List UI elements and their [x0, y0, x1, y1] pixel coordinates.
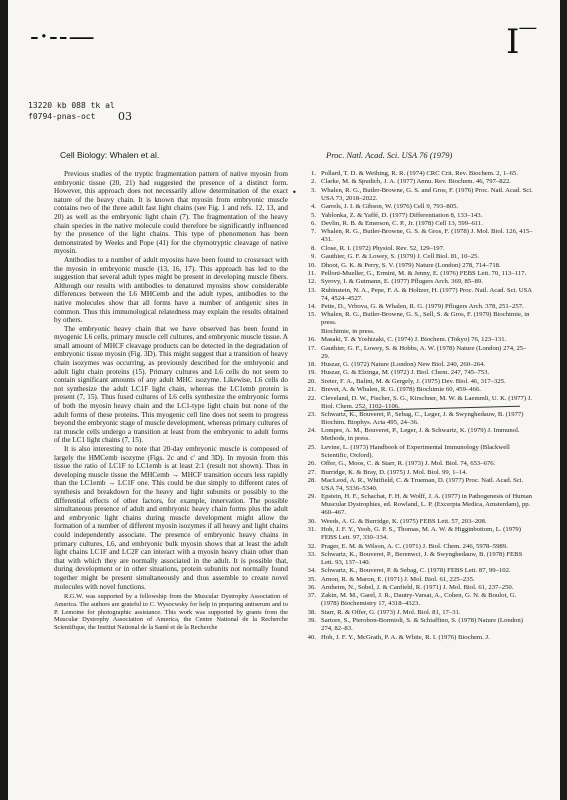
reference-text: Schwartz, K., Bouveret, P. & Sebag, C. (1978) FEBS Lett. 87, 99–102. — [321, 567, 511, 575]
reference-text: Whalen, R. G., Butler-Browne, G. S., Sell, S. & Gros, F. (1979) Biochimie, in press. — [321, 311, 530, 327]
reference-number: 3. — [310, 186, 316, 194]
reference-item — [302, 278, 534, 286]
reference-number: 31. — [307, 526, 316, 534]
paragraph: It is also interesting to note that 20-day embryonic muscle is composed of largely the HMCemb isozyme (Figs. 2c and c' and 3D). In myosin from this tissue the ratio of LC1F to LC1emb is at least 2:1 (result not shown). Thus in developing muscle tissue the MHCemb → MHCF transition occurs less rapidly than the LC1emb → LC1F one. This could be due simply to different rates of synthesis and breakdown for the heavy and light subunits or possibly to the differential effects of other factors, for example, innervation. The possible simultaneous presence of adult and embryonic heavy chain forms plus the adult and embryonic light chains during muscle development might allow the formation of a number of different myosin isozymes if all heavy and light chains could independently associate. The presence of embryonic heavy chains in primary cultures, L6, and embryonic bulk myosin shows that at least the adult light chains LC1F and LC2F can interact with a myosin heavy chain other than that with which they are normally associated in the adult. It is possible that, during development or in other situations, protein subunits not normally found together might be present simultaneously and thus assemble to create novel molecules with novel functions. — [54, 445, 288, 591]
reference-item — [302, 287, 534, 303]
reference-item — [302, 386, 534, 394]
reference-item — [302, 361, 534, 369]
paragraph: Previous studies of the tryptic fragmentation pattern of native myosin from embryonic tissue (20, 21) had suggested the presence of a distinct form. However, this approach does not necessarily allow determination of the exact nature of the heavy chain. It is known that myosin from embryonic muscle contains two of the three adult fast light chains (see Fig. 1 and refs. 12, 13, and 20) as well as the embryonic light chain (7). The fragmentation of the heavy chain species in the native molecule could therefore be significantly influenced by the presence of the light chains. This type of phenomenon has been demonstrated by Weeks and Pope (41) for the chymotryptic cleavage of native myosin. — [54, 170, 288, 256]
reference-text: Sartore, S., Pierobon-Bormioli, S. & Schiaffino, S. (1978) Nature (London) 274, 82–83. — [321, 617, 523, 633]
reference-item — [302, 477, 534, 493]
reference-text: Pette, D., Vrbova, G. & Whalen, R. G. (1979) Pflugers Arch. 378, 251–257. — [321, 303, 524, 311]
reference-number: 25. — [307, 443, 316, 451]
reference-text: Offer, G., Moos, C. & Starr, R. (1973) J. Mol. Biol. 74, 653–676. — [321, 460, 496, 468]
acknowledgement: R.G.W. was supported by a fellowship from the Muscular Dystrophy Association of America. The authors are grateful to C. Wysocwsky for help in preparing antiserum and to P. Lemoine for photographic assistance. This work was supported by grants from the Muscular Dystrophy Association of America, the Centre National de la Recherche Scientifique, the Institut National de la Santé et de la Recherche — [54, 593, 288, 632]
reference-number: 36. — [307, 584, 316, 592]
reference-item — [302, 584, 534, 592]
reference-number: 4. — [310, 203, 316, 211]
reference-number: 18. — [307, 361, 316, 369]
stamp-number: 03 — [118, 110, 132, 123]
reference-number: 19. — [307, 369, 316, 377]
reference-text: Burridge, K. & Bray, D. (1975) J. Mol. Biol. 99, 1–14. — [321, 468, 468, 476]
reference-number: 39. — [307, 617, 316, 625]
reference-number: 29. — [307, 493, 316, 501]
stamp-line-2: f0794-pnas-oct — [28, 112, 96, 121]
reference-text: Hoh, J. F. Y., Yeoh, G. P. S., Thomas, M. A. W. & Higginbottom, L. (1979) FEBS Lett. 97, 330–334. — [321, 526, 521, 542]
reference-item — [302, 262, 534, 270]
reference-text: Close, R. I. (1972) Physiol. Rev. 52, 129–197. — [321, 244, 445, 252]
reference-number: 23. — [307, 410, 316, 418]
reference-number: 20. — [307, 377, 316, 385]
reference-number: 34. — [307, 567, 316, 575]
reference-text: Whalen, R. G., Butler-Browne, G. S. and Gros, F. (1976) Proc. Natl. Acad. Sci. USA 73, 2018–2022. — [321, 186, 533, 202]
reference-item — [302, 609, 534, 617]
reference-text: Biochimie, in press. — [321, 327, 375, 335]
document-page — [8, 0, 560, 800]
reference-text: Epstein, H. F., Schachat, F. H. & Wolff, J. A. (1977) in Pathogenesis of Human Muscular Dystrophies, ed. Rowland, L. P. (Excerpta Medica, Amsterdam), pp. 460–467. — [321, 493, 533, 517]
reference-number: 17. — [307, 344, 316, 352]
reference-number: 8. — [310, 244, 316, 252]
reference-number: 21. — [307, 386, 316, 394]
reference-item — [302, 576, 534, 584]
reference-item — [302, 203, 534, 211]
reference-item — [302, 567, 534, 575]
top-left-mark: -·--— — [30, 22, 96, 52]
reference-number — [302, 328, 321, 336]
reference-text: Syrovy, I. & Gutmann, E. (1977) Pflugers Arch. 369, 85–89. — [321, 278, 483, 286]
reference-number: 26. — [307, 460, 316, 468]
reference-number: 7. — [310, 228, 316, 236]
reference-text: Clarke, M. & Spudich, J. A. (1977) Annu. Rev. Biochem. 46, 797–822. — [321, 178, 511, 186]
reference-text: Gauthier, G. F., Lowey, S. & Hobbs, A. W. (1978) Nature (London) 274, 25–29. — [321, 344, 527, 360]
reference-item — [302, 543, 534, 551]
reference-number: 1. — [310, 170, 316, 177]
reference-text: Pollard, T. D. & Weihing, R. R. (1974) CRC Crit. Rev. Biochem. 2, 1–65. — [321, 170, 519, 177]
reference-item — [302, 228, 534, 244]
reference-item — [302, 178, 534, 186]
reference-text: Brevet, A. & Whalen, R. G. (1978) Biochimie 60, 459–466. — [321, 386, 481, 394]
reference-text: Yablonka, Z. & Yaffé, D. (1977) Differentiation 8, 133–143. — [321, 211, 483, 219]
reference-number: 13. — [307, 286, 316, 294]
reference-item — [302, 345, 534, 361]
reference-text: Rubinstein, N. A., Pepe, F. A. & Holtzer, H. (1977) Proc. Natl. Acad. Sci. USA 74, 4524–4527. — [321, 286, 532, 302]
reference-number: 14. — [307, 303, 316, 311]
reference-text: Huszar, G. (1972) Nature (London) New Biol. 240, 260–264. — [321, 361, 486, 369]
reference-text: Whalen, R. G., Butler-Browne, G. S. & Gros, F. (1978) J. Mol. Biol. 126, 415–431. — [321, 228, 533, 244]
reference-number: 10. — [307, 261, 316, 269]
reference-item — [302, 170, 534, 178]
reference-number: 9. — [310, 253, 316, 261]
reference-text: Levine, L. (1973) Handbook of Experimental Immunology (Blackwell Scientific, Oxford). — [321, 443, 510, 459]
margin-bullet: • — [292, 188, 297, 197]
reference-text: Garrels, J. I. & Gibson, W. (1976) Cell 9, 793–805. — [321, 203, 459, 211]
reference-item — [302, 411, 534, 427]
reference-number: 6. — [310, 219, 316, 227]
reference-text: Prager, E. M. & Wilson, A. C. (1971) J. Biol. Chem. 246, 5978–5989. — [321, 542, 508, 550]
reference-item — [302, 245, 534, 253]
reference-item — [302, 270, 534, 278]
reference-text: Gauthier, G. F. & Lowey, S. (1979) J. Cell Biol. 81, 10–25. — [321, 253, 480, 261]
reference-text: Arnheim, N., Sobel, J. & Canfield, R. (1971) J. Mol. Biol. 61, 237–250. — [321, 584, 514, 592]
reference-item — [302, 592, 534, 608]
reference-item — [302, 328, 534, 336]
reference-text: Sreter, F. A., Balint, M. & Gergely, J. (1975) Dev. Biol. 46, 317–325. — [321, 377, 506, 385]
reference-text: Weeds, A. G. & Burridge, K. (1975) FEBS Lett. 57, 203–208. — [321, 517, 487, 525]
top-right-mark: I‾ — [506, 22, 537, 62]
reference-item — [302, 444, 534, 460]
reference-text: Zakin, M. M., Garel, J. R., Dautry-Varsat, A., Cohen, G. N. & Boulot, G. (1978) Biochemistry 17, 4318–4323. — [321, 592, 517, 608]
reference-text: Schwartz, K., Bouveret, P., Berenwci, J. & Swynghedauw, B. (1978) FEBS Lett. 93, 137–140. — [321, 550, 523, 566]
stamp-line-1: 13220 kb 088 tk al — [28, 101, 115, 110]
reference-number: 33. — [307, 550, 316, 558]
reference-item — [302, 369, 534, 377]
reference-number: 37. — [307, 592, 316, 600]
reference-item — [302, 311, 534, 327]
typesetter-stamp — [28, 100, 115, 122]
reference-item — [302, 469, 534, 477]
reference-text: Devlin, R. B. & Emerson, C. P., Jr. (1978) Cell 13, 599–611. — [321, 219, 483, 227]
reference-number: 15. — [307, 311, 316, 319]
reference-text: MacLeod, A. R., Whitfield, C. & Trueman, D. (1977) Proc. Natl. Acad. Sci. USA 74, 5336–5340. — [321, 476, 524, 492]
reference-number: 28. — [307, 476, 316, 484]
reference-item — [302, 617, 534, 633]
reference-number: 35. — [307, 575, 316, 583]
running-head-left: Cell Biology: Whalen et al. — [60, 150, 160, 160]
reference-number: 11. — [307, 269, 316, 277]
reference-item — [302, 493, 534, 517]
body-text-column — [54, 170, 288, 632]
reference-number: 30. — [307, 517, 316, 525]
reference-item — [302, 634, 534, 642]
reference-number: 12. — [307, 278, 316, 286]
reference-number: 22. — [307, 394, 316, 402]
reference-item — [302, 253, 534, 261]
reference-item — [302, 518, 534, 526]
reference-item — [302, 303, 534, 311]
reference-number: 40. — [307, 633, 316, 641]
reference-number: 38. — [307, 608, 316, 616]
reference-text: Dhoot, G. K. & Perry, S. V. (1979) Nature (London) 278, 714–718. — [321, 261, 501, 269]
reference-number: 5. — [310, 211, 316, 219]
reference-text: Masaki, T. & Yoshizaki, C. (1974) J. Biochem. (Tokyo) 76, 123–131. — [321, 336, 507, 344]
reference-text: Huszar, G. & Elzinga, M. (1972) J. Biol. Chem. 247, 745–753. — [321, 369, 490, 377]
paragraph: The embryonic heavy chain that we have observed has been found in myogenic L6 cells, primary muscle cell cultures, and embryonic muscle tissue. A small amount of MHCF cleavage products can be detected in the degradation of embryonic tissue myosin (Fig. 3D). This might suggest that a transition of heavy chain isozymes was occurring, as previously described for the embryonic and adult light chain proteins (15). Primary cultures and L6 cells do not seem to contain significant amounts of any adult MHC isozyme. Likewise, L6 cells do not synthesize the adult LC1F light chain, whereas the LC1emb protein is present (7, 15). Thus fused cultures of L6 cells synthesize the embryonic forms of both the myosin heavy chain and the LC1-type light chain but none of the adult forms of these proteins. This myogenic cell line does not seem to progress beyond the embryonic stage of muscle development, whereas primary cultures of rat muscle cells undergo a transition at least from the embryonic to adult forms of the LC1 light chains (7, 15). — [54, 324, 288, 445]
reference-item — [302, 526, 534, 542]
running-head-right: Proc. Natl. Acad. Sci. USA 76 (1979) — [326, 150, 453, 160]
reference-item — [302, 212, 534, 220]
reference-item — [302, 336, 534, 344]
reference-text: Pelloni-Mueller, G., Ermini, M. & Jenny, E. (1976) FEBS Lett. 70, 113–117. — [321, 269, 527, 277]
reference-item — [302, 220, 534, 228]
reference-item — [302, 187, 534, 203]
reference-item — [302, 551, 534, 567]
reference-number: 16. — [307, 336, 316, 344]
reference-number: 2. — [310, 178, 316, 186]
paragraph: Antibodies to a number of adult myosins have been found to crossreact with the myosin in embryonic muscle (13, 16, 17). This approach has led to the suggestion that several adult types might be present in developing muscle fibers. Although our results with antibodies to denatured myosins show considerable differences between the L6 MHCemb and the adult types, antibodies to the native molecules show that all forms have a number of antigenic sites in common. Thus this immunological relatedness may explain the results obtained by others. — [54, 255, 288, 325]
reference-item — [302, 427, 534, 443]
reference-number: 24. — [307, 427, 316, 435]
reference-item — [302, 378, 534, 386]
reference-text: Schwartz, K., Bouveret, P., Sebag, C., Leger, J. & Swynghedauw, B. (1977) Biochim. Biophys. Acta 495, 24–36. — [321, 410, 524, 426]
reference-text: Lompre, A. M., Bouveret, P., Leger, J. & Schwartz, K. (1979) J. Immunol. Methods, in press. — [321, 427, 520, 443]
reference-text: Cleveland, D. W., Fischer, S. G., Kirschner, M. W. & Laemmli, U. K. (1977) J. Biol. Chem. 252, 1102–1106. — [321, 394, 533, 410]
reference-text: Hoh, J. F. Y., McGrath, P. A. & White, R. I. (1976) Biochem. J. — [321, 633, 490, 641]
reference-text: Starr, R. & Offer, G. (1973) J. Mol. Biol. 81, 17–31. — [321, 608, 461, 616]
reference-number: 27. — [307, 468, 316, 476]
reference-number: 32. — [307, 542, 316, 550]
reference-item — [302, 460, 534, 468]
reference-text: Arnon, R. & Maron, E. (1971) J. Mol. Biol. 61, 225–235. — [321, 575, 475, 583]
